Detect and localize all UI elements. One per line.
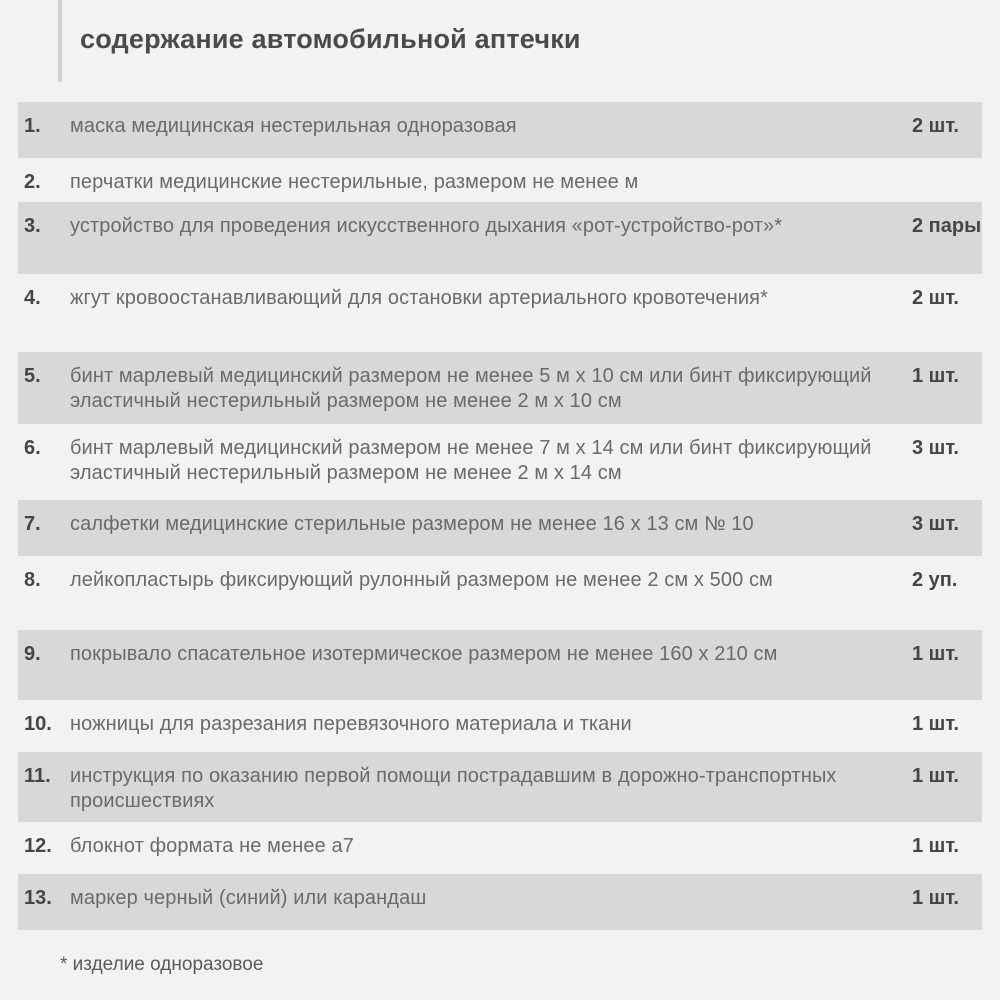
list-item [18,424,982,500]
item-description: покрывало спасательное изотермическое размером не менее 160 х 210 см [70,643,778,665]
item-quantity: 2 уп. [912,569,958,591]
item-number: 3. [24,215,41,237]
item-number: 7. [24,513,41,535]
item-number: 8. [24,569,41,591]
item-number: 5. [24,365,41,387]
item-description: салфетки медицинские стерильные размером не менее 16 х 13 см № 10 [70,513,754,535]
item-description: перчатки медицинские нестерильные, размером не менее м [70,171,639,193]
item-number: 2. [24,171,41,193]
item-quantity: 1 шт. [912,887,959,909]
item-number: 13. [24,887,52,909]
item-description: ножницы для разрезания перевязочного материала и ткани [70,713,632,735]
item-description: бинт марлевый медицинский размером не менее 7 м х 14 см или бинт фиксирующий эластичный нестерильный размером не менее 2 м х 14 см [70,437,872,484]
list-item [18,158,982,202]
item-number: 11. [24,765,51,787]
title-accent-bar [58,0,62,82]
item-description: инструкция по оказанию первой помощи пострадавшим в дорожно-транспортных происшествиях [70,765,837,812]
list-item [18,874,982,930]
list-item [18,700,982,752]
footnote: * изделие одноразовое [60,954,264,975]
item-quantity: 2 пары [912,215,982,237]
list-item [18,102,982,158]
list-item [18,500,982,556]
item-quantity: 1 шт. [912,713,959,735]
item-quantity: 3 шт. [912,437,959,459]
item-number: 6. [24,437,41,459]
item-quantity: 2 шт. [912,115,959,137]
item-description: лейкопластырь фиксирующий рулонный размером не менее 2 см х 500 см [70,569,773,591]
item-description: маска медицинская нестерильная одноразовая [70,115,517,137]
item-description: жгут кровоостанавливающий для остановки артериального кровотечения* [70,287,768,309]
list-item [18,556,982,630]
item-number: 12. [24,835,52,857]
item-description: маркер черный (синий) или карандаш [70,887,427,909]
first-aid-kit-list [18,102,982,930]
list-item [18,202,982,274]
item-description: бинт марлевый медицинский размером не менее 5 м х 10 см или бинт фиксирующий эластичный нестерильный размером не менее 2 м х 10 см [70,365,872,412]
item-quantity: 1 шт. [912,765,959,787]
list-item [18,752,982,822]
item-quantity: 3 шт. [912,513,959,535]
item-description: устройство для проведения искусственного дыхания «рот-устройство-рот»* [70,215,783,237]
item-quantity: 1 шт. [912,643,959,665]
item-number: 1. [24,115,41,137]
item-number: 9. [24,643,41,665]
list-item [18,352,982,424]
list-item [18,630,982,700]
item-quantity: 1 шт. [912,365,959,387]
item-description: блокнот формата не менее а7 [70,835,354,857]
list-item [18,274,982,352]
item-number: 10. [24,713,52,735]
item-number: 4. [24,287,41,309]
page-title: содержание автомобильной аптечки [80,24,581,54]
item-quantity: 2 шт. [912,287,959,309]
item-quantity: 1 шт. [912,835,959,857]
list-item [18,822,982,874]
